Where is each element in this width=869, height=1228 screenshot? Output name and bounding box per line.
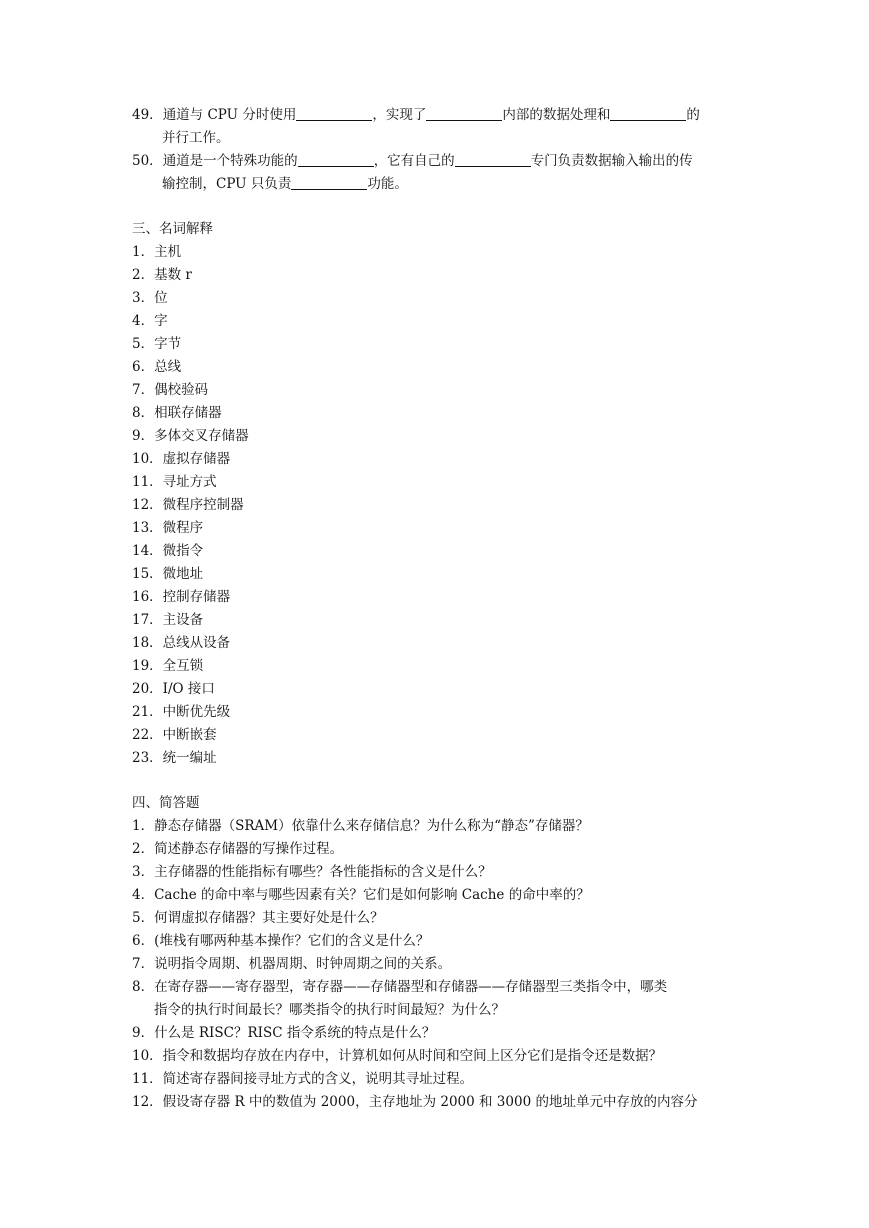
list-item: 6．总线 [132, 359, 182, 375]
question-item-continued: 指令的执行时间最长？哪类指令的执行时间最短？为什么？ [154, 1002, 505, 1018]
list-item: 17．主设备 [132, 612, 204, 628]
list-item: 5．字节 [132, 336, 182, 352]
list-item: 19．全互锁 [132, 658, 204, 674]
list-item: 13．微程序 [132, 520, 204, 536]
fill-blank [298, 152, 374, 167]
question-item: 8．在寄存器——寄存器型，寄存器——存储器型和存储器——存储器型三类指令中，哪类 [132, 979, 668, 995]
question-item: 1．静态存储器（SRAM）依靠什么来存储信息？为什么称为“静态”存储器？ [132, 818, 589, 834]
question-item: 5．何谓虚拟存储器？其主要好处是什么？ [132, 910, 384, 926]
list-item: 3．位 [132, 290, 168, 306]
question-item: 7．说明指令周期、机器周期、时钟周期之间的关系。 [132, 956, 452, 972]
spacer [132, 770, 742, 792]
list-item: 16．控制存储器 [132, 589, 231, 605]
fill-blank [610, 106, 686, 121]
section-4-title: 四、简答题 [132, 795, 200, 811]
fill-blank [296, 106, 372, 121]
section-3-title: 三、名词解释 [132, 221, 213, 237]
list-item: 15．微地址 [132, 566, 204, 582]
question-49: 49．通道与 CPU 分时使用 ，实现了 内部的数据处理和 的 [132, 107, 700, 123]
question-item: 9．什么是 RISC？RISC 指令系统的特点是什么？ [132, 1025, 436, 1041]
question-item: 12．假设寄存器 R 中的数值为 2000，主存地址为 2000 和 3000 的地址单元中存放的内容分 [132, 1094, 698, 1110]
question-item: 10．指令和数据均存放在内存中，计算机如何从时间和空间上区分它们是指令还是数据？ [132, 1048, 663, 1064]
question-49-continued: 并行工作。 [162, 130, 230, 146]
list-item: 1．主机 [132, 244, 182, 260]
fill-blank [455, 152, 531, 167]
spacer [132, 196, 742, 218]
fill-blank [291, 175, 367, 190]
section-3-list [132, 241, 742, 770]
fill-blank [426, 106, 502, 121]
list-item: 21．中断优先级 [132, 704, 231, 720]
question-item: 4．Cache 的命中率与哪些因素有关？它们是如何影响 Cache 的命中率的？ [132, 887, 590, 903]
list-item: 2．基数 r [132, 267, 192, 283]
question-item: 2．简述静态存储器的写操作过程。 [132, 841, 344, 857]
list-item: 8．相联存储器 [132, 405, 222, 421]
list-item: 12．微程序控制器 [132, 497, 244, 513]
list-item: 11．寻址方式 [132, 474, 217, 490]
question-item: 6．(堆栈有哪两种基本操作？它们的含义是什么？ [132, 933, 430, 949]
list-item: 9．多体交叉存储器 [132, 428, 249, 444]
question-item: 3．主存储器的性能指标有哪些？各性能指标的含义是什么？ [132, 864, 492, 880]
list-item: 22．中断嵌套 [132, 727, 217, 743]
list-item: 14．微指令 [132, 543, 204, 559]
list-item: 20．I/O 接口 [132, 681, 215, 697]
list-item: 18．总线从设备 [132, 635, 231, 651]
question-number: 49． [132, 107, 163, 123]
list-item: 7．偶校验码 [132, 382, 209, 398]
question-50: 50．通道是一个特殊功能的 ，它有自己的 专门负责数据输入输出的传 [132, 153, 693, 169]
question-number: 50． [132, 153, 163, 169]
question-50-continued: 输控制，CPU 只负责 功能。 [162, 176, 408, 192]
document-page [132, 104, 742, 1114]
list-item: 10．虚拟存储器 [132, 451, 231, 467]
question-item: 11．简述寄存器间接寻址方式的含义，说明其寻址过程。 [132, 1071, 474, 1087]
list-item: 4．字 [132, 313, 168, 329]
section-4-list [132, 815, 742, 1114]
list-item: 23．统一编址 [132, 750, 217, 766]
